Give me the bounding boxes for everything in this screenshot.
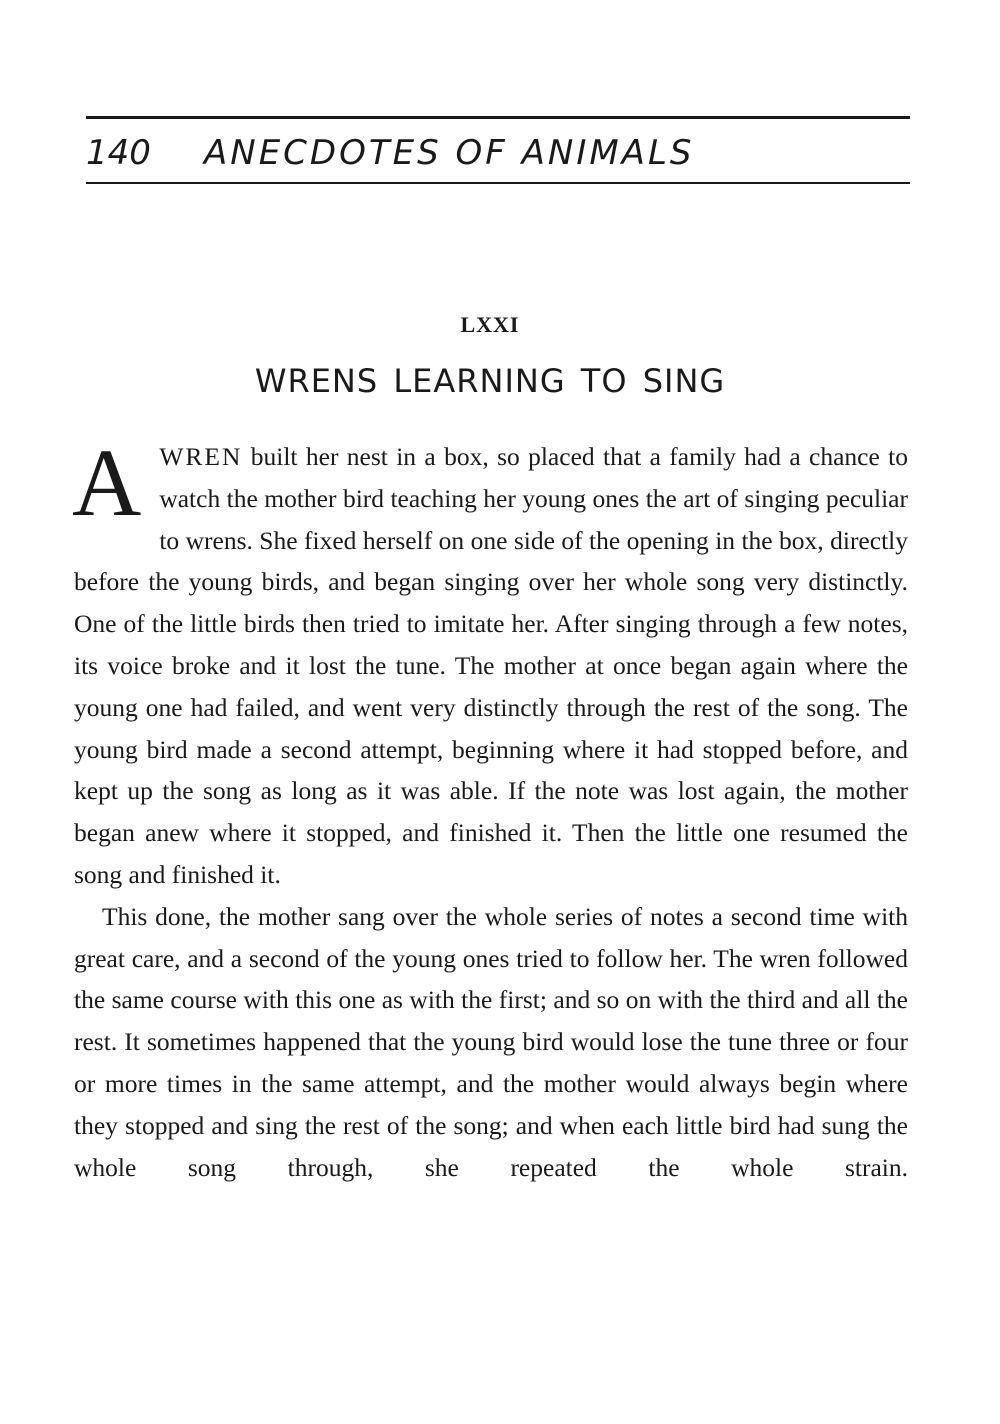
drop-cap: A [72, 429, 142, 536]
chapter-body [72, 429, 908, 1188]
lead-caps: WREN [159, 442, 243, 471]
paragraph-1 [72, 429, 908, 896]
paragraph-2: This done, the mother sang over the whole series of notes a second time with great care, and a second of the young ones tried to follow her. The wren followed the same course with this one as with the first; and so on with the third and all the rest. It sometimes happened that the young bird would lose the tune three or four or more times in the same attempt, and the mother would always begin where they stopped and sing the rest of the song; and when each little bird had sung the whole song through, she repeated the whole strain. [74, 901, 908, 1182]
paragraph-1-text: built her nest in a box, so placed that a family had a chance to watch the mother bird teaching her young ones the art of singing peculiar to wrens. She fixed herself on one side of the opening in the box, directly before the young birds, and began singing over her whole song very distinctly. One of the little birds then tried to imitate her. After singing through a few notes, its voice broke and it lost the tune. The mother at once began again where the young one had failed, and went very distinctly through the rest of the song. The young bird made a second attempt, beginning where it had stopped before, and kept up the song as long as it was able. If the note was lost again, the mother began anew where it stopped, and finished it. Then the little one resumed the song and finished it. [74, 442, 908, 889]
header-top-rule [86, 116, 910, 119]
running-head [86, 128, 910, 178]
header-bottom-rule [86, 182, 910, 184]
chapter-number: LXXI [460, 312, 520, 337]
chapter-title: WRENS LEARNING TO SING [254, 362, 726, 400]
book-title: ANECDOTES OF ANIMALS [204, 133, 695, 173]
page-number: 140 [86, 133, 151, 173]
